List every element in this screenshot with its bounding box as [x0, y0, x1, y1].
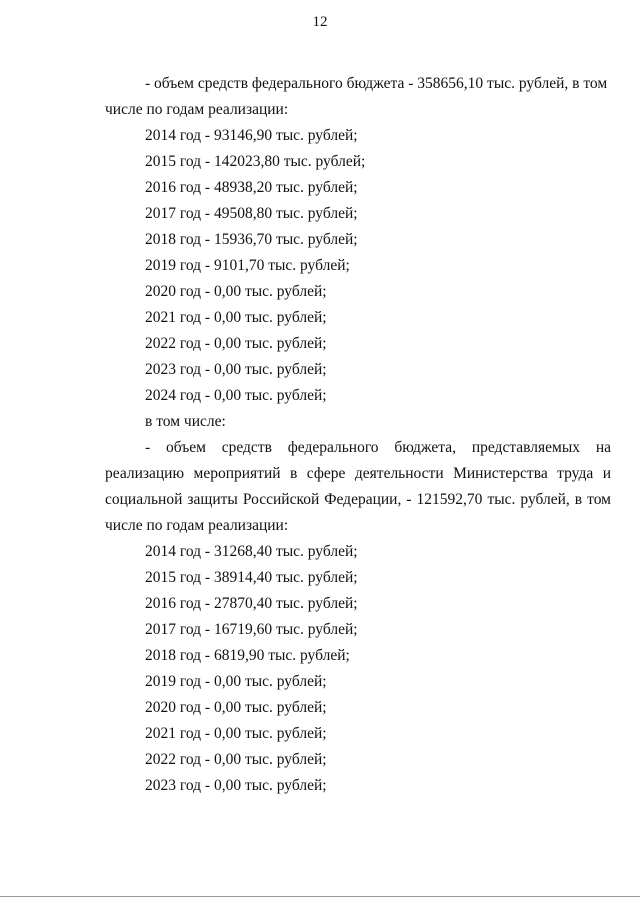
including-label: в том числе: — [145, 413, 226, 430]
ministry-paragraph-line-3: социальной защиты Российской Федерации, - 121592,70 тыс. рублей, в том — [105, 491, 611, 508]
federal-year-2023: 2023 год - 0,00 тыс. рублей; — [145, 361, 327, 378]
federal-year-2022: 2022 год - 0,00 тыс. рублей; — [145, 335, 327, 352]
federal-year-2021: 2021 год - 0,00 тыс. рублей; — [145, 309, 327, 326]
federal-year-2018: 2018 год - 15936,70 тыс. рублей; — [145, 231, 358, 248]
federal-year-2019: 2019 год - 9101,70 тыс. рублей; — [145, 257, 350, 274]
ministry-year-2018: 2018 год - 6819,90 тыс. рублей; — [145, 647, 350, 664]
ministry-year-2020: 2020 год - 0,00 тыс. рублей; — [145, 699, 327, 716]
ministry-year-2016: 2016 год - 27870,40 тыс. рублей; — [145, 595, 358, 612]
ministry-paragraph-line-2: реализацию мероприятий в сфере деятельности Министерства труда и — [105, 465, 611, 482]
ministry-year-2015: 2015 год - 38914,40 тыс. рублей; — [145, 569, 358, 586]
ministry-year-2023: 2023 год - 0,00 тыс. рублей; — [145, 777, 327, 794]
federal-paragraph-line-2: числе по годам реализации: — [105, 101, 289, 118]
federal-year-2014: 2014 год - 93146,90 тыс. рублей; — [145, 127, 358, 144]
federal-year-2024: 2024 год - 0,00 тыс. рублей; — [145, 387, 327, 404]
page-number: 12 — [312, 14, 328, 30]
ministry-year-2021: 2021 год - 0,00 тыс. рублей; — [145, 725, 327, 742]
federal-year-2020: 2020 год - 0,00 тыс. рублей; — [145, 283, 327, 300]
ministry-paragraph-line-4: числе по годам реализации: — [105, 517, 289, 534]
federal-year-2017: 2017 год - 49508,80 тыс. рублей; — [145, 205, 358, 222]
ministry-paragraph-line-1: - объем средств федерального бюджета, представляемых на — [145, 439, 611, 456]
ministry-year-2019: 2019 год - 0,00 тыс. рублей; — [145, 673, 327, 690]
federal-paragraph-line-1: - объем средств федерального бюджета - 358656,10 тыс. рублей, в том — [145, 75, 608, 92]
ministry-year-2017: 2017 год - 16719,60 тыс. рублей; — [145, 621, 358, 638]
page-bottom-edge — [0, 896, 640, 897]
federal-year-2015: 2015 год - 142023,80 тыс. рублей; — [145, 153, 366, 170]
ministry-year-2014: 2014 год - 31268,40 тыс. рублей; — [145, 543, 358, 560]
federal-year-2016: 2016 год - 48938,20 тыс. рублей; — [145, 179, 358, 196]
ministry-year-2022: 2022 год - 0,00 тыс. рублей; — [145, 751, 327, 768]
